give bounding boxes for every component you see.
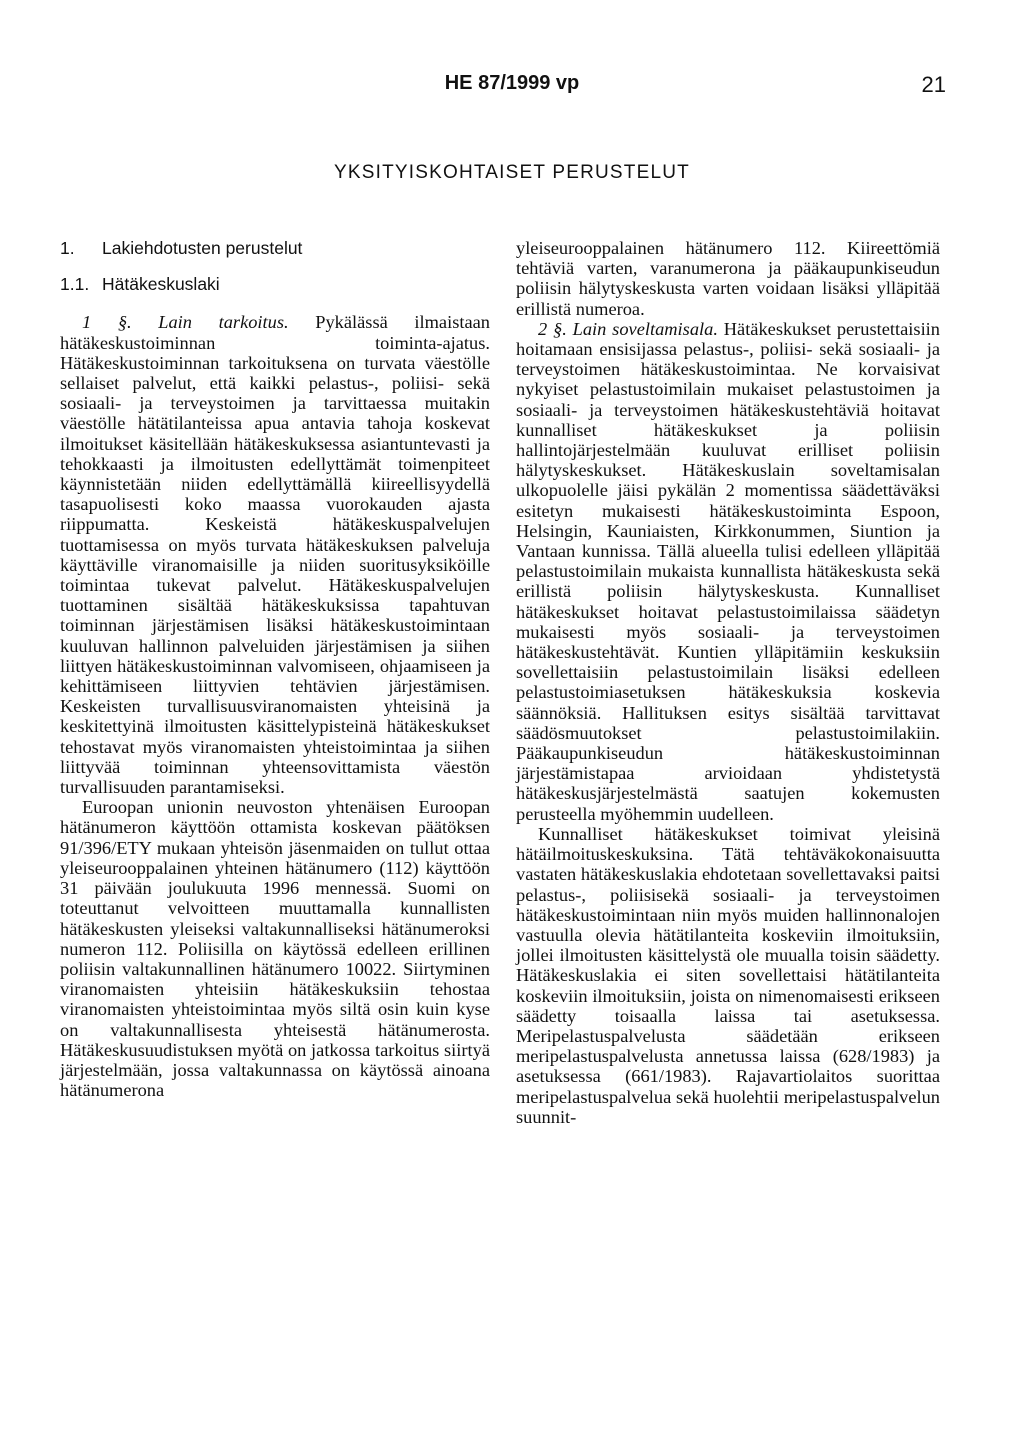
heading-text: Lakiehdotusten perustelut [102, 238, 303, 258]
paragraph-municipal-centres: Kunnalliset hätäkeskukset toimivat yleisinä hätäilmoituskeskuksina. Tätä tehtäväkokonaisuutta vastaten hätäkeskuslakia ehdotetaan sovellettavaksi paitsi pelastus-, poliisisekä sosiaali- ja terveystoimen hätäkeskustoimintaan niin myös muiden hallinnonalojen vastuulla olevia hätätilanteita koskeviin ilmoituksiin, jollei ilmoitusten käsittelystä ole muualla toisin säädetty. Hätäkeskuslakia ei siten sovellettaisi hätätilanteita koskeviin ilmoituksiin, joista on nimenomaisesti erikseen säädetty toisaalla laissa tai asetuksessa. Meripelastuspalvelusta säädetään erikseen meripelastuspalvelusta annetussa laissa (628/1983) ja asetuksessa (661/1983). Rajavartiolaitos suorittaa meripelastuspalvelua sekä huolehtii meripelastuspalvelun suunnit- [516, 823, 940, 1127]
paragraph-continuation: yleiseurooppalainen hätänumero 112. Kiireettömiä tehtäviä varten, varanumerona ja pääkaupunkiseudun poliisin hälytyskeskusta varten voidaan lisäksi ylläpitää erillistä numeroa. [516, 238, 940, 319]
page-header [0, 72, 1024, 112]
heading-text: Hätäkeskuslaki [102, 274, 220, 295]
heading-lakiehdotusten-perustelut [60, 238, 490, 258]
section-title: YKSITYISKOHTAISET PERUSTELUT [334, 162, 690, 183]
document-reference: HE 87/1999 vp [444, 72, 580, 94]
section-1-text: Pykälässä ilmaistaan hätäkeskustoiminnan toiminta-ajatus. Hätäkeskustoiminnan tarkoituksena on turvata väestölle sellaiset palvelut, että kaikki pelastus-, poliisi- sekä sosiaali- ja terveystoimen ja tarvittaessa muitakin väestölle hätätilanteissa apua antavia tahoja koskevat ilmoitukset käsitellään hätäkeskuksessa asiantuntevasti ja tehokkaasti ja ilmoitusten edellyttämät toimenpiteet käynnistetään niiden edellyttämällä kiireellisyydellä tasapuolisesti koko maassa vuorokauden ajasta riippumatta. Keskeistä hätäkeskuspalvelujen tuottamisessa on myös turvata hätäkeskuksen palveluja käyttäville viranomaisille ja niiden suoritusyksiköille toimintaa tukevat palvelut. Hätäkeskuspalvelujen tuottaminen sisältää hätäkeskuksissa tapahtuvan toiminnan järjestämisen lisäksi hätäkeskustoimintaan kuuluvan hallinnon palveluiden järjestämisen ja siihen liittyen hätäkeskustoiminnan valvomiseen, ohjaamiseen ja kehittämiseen liittyvien tehtävien järjestämisen. Keskeisten turvallisuusviranomaisten yhteisinä ja keskitettyinä ilmoitusten käsittelypisteinä hätäkeskukset tehostavat myös viranomaisten yhteistoimintaa ja siihen liittyvää toiminnan yhteensovittamista väestön turvallisuuden parantamiseksi. [60, 312, 490, 798]
section-2-text: Hätäkeskukset perustettaisiin hoitamaan ensisijassa pelastus-, poliisi- sekä sosiaali- ja terveystoimen hätäkeskustoimintaa. Ne korvaisivat nykyiset pelastustoimilain mukaiset pelastustoimen ja sosiaali- ja terveystoimen hätäkeskustehtäviä hoitavat kunnalliset hätäkeskukset ja poliisin hallintojärjestelmään kuuluvat erilliset poliisin hälytyskeskukset. Hätäkeskuslain soveltamisalan ulkopuolelle jäisi pykälän 2 momentissa säädettäväksi esitetyn mukaisesti hätäkeskustoiminta Espoon, Helsingin, Kauniaisten, Kirkkonummen, Siuntion ja Vantaan kunnissa. Tällä alueella tulisi edelleen ylläpitää pelastustoimilain mukaista kunnallista hätäkeskusta sekä erillistä poliisin hälytyskeskusta. Kunnalliset hätäkeskukset hoitavat pelastustoimilaissa säädetyn mukaisesti myös sosiaali- ja terveystoimen hätäkeskustehtävät. Kuntien ylläpitämiin keskuksiin sovellettaisiin pelastustoimilain lisäksi edelleen pelastustoimiasetuksen hätäkeskuksia koskevia säännöksiä. Hallituksen esitys sisältää tarvittavat säädösmuutokset pelastustoimilakiin. Pääkaupunkiseudun hätäkeskustoiminnan järjestämistapaa arvioidaan yhdistetystä hätäkeskusjärjestelmästä saatujen kokemusten perusteella myöhemmin uudelleen. [516, 318, 940, 824]
paragraph-section-2 [516, 319, 940, 824]
section-2-title: 2 §. Lain soveltamisala. [538, 318, 718, 339]
left-column [60, 238, 490, 1100]
right-column [516, 238, 940, 1127]
heading-number: 1.1. [60, 274, 90, 295]
page-number: 21 [921, 72, 946, 97]
paragraph-eu-emergency-number: Euroopan unionin neuvoston yhtenäisen Euroopan hätänumeron käyttöön ottamista koskevan päätöksen 91/396/ETY mukaan yhteisön jäsenmaiden on tullut ottaa yleiseurooppalainen yhteinen hätänumero (112) käyttöön 31 päivään joulukuuta 1996 mennessä. Suomi on toteuttanut velvoitteen muuttamalla kunnallisten hätäkeskusten yleiseksi valtakunnalliseksi hätänumeroksi numeron 112. Poliisilla on käytössä edelleen erillinen poliisin valtakunnallinen hätänumero 10022. Siirtyminen viranomaisten yhteisiin hätäkeskuksiin tehostaa viranomaisten yhteistoimintaa myös siltä osin kuin kyse on valtakunnallisesta yhteisestä hätänumerosta. Hätäkeskusuudistuksen myötä on jatkossa tarkoitus siirtyä järjestelmään, jossa valtakunnassa on käytössä ainoana hätänumerona [60, 797, 490, 1101]
paragraph-section-1 [60, 312, 490, 797]
heading-number: 1. [60, 238, 75, 258]
section-1-title: 1 §. Lain tarkoitus. [82, 312, 289, 333]
heading-hatakeskuslaki [60, 274, 490, 294]
